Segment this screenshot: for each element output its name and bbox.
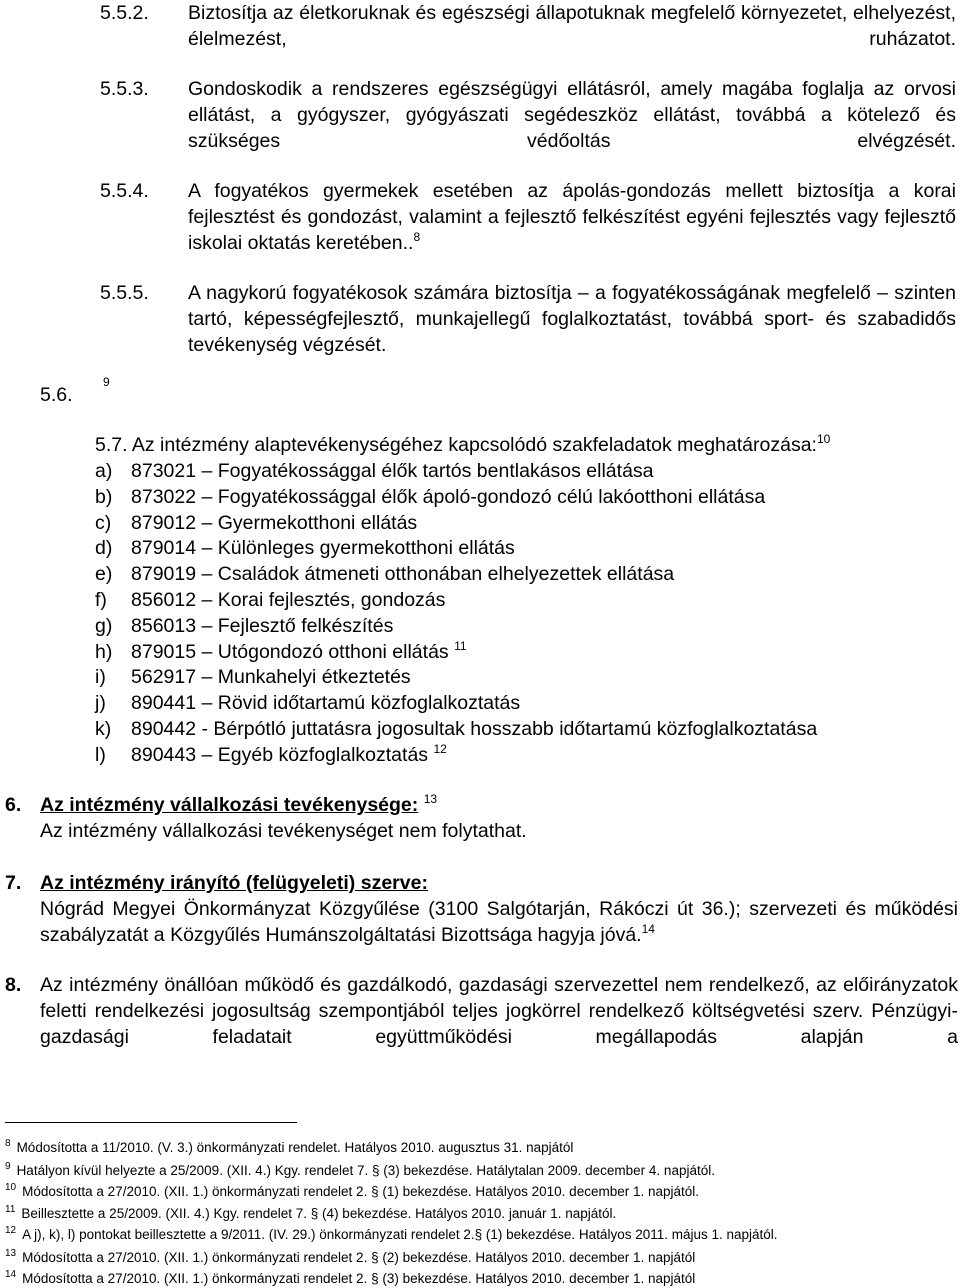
footnote-number: 12 xyxy=(5,1225,17,1236)
footnote-text: Módosította a 11/2010. (V. 3.) önkormányzati rendelet. Hatályos 2010. augusztus 31. napjától xyxy=(16,1140,574,1155)
footnote-number: 13 xyxy=(5,1248,17,1259)
item-5-5-2-number: 5.5.2. xyxy=(100,2,149,24)
footnote-text: Hatályon kívül helyezte a 25/2009. (XII. 4.) Kgy. rendelet 7. § (3) bekezdése. Hatálytalan 2009. december 4. napjától. xyxy=(16,1163,715,1178)
task-item xyxy=(95,561,674,587)
item-5-7-number: 5.7. xyxy=(95,434,128,456)
task-letter: d) xyxy=(95,537,113,560)
footnote-divider xyxy=(5,1122,297,1123)
section-6-number: 6. xyxy=(5,794,22,816)
task-letter: f) xyxy=(95,589,107,611)
task-item xyxy=(95,639,467,665)
footnote-ref-13[interactable]: 13 xyxy=(423,792,438,806)
footnote-item xyxy=(5,1163,715,1178)
task-text: 856012 – Korai fejlesztés, gondozás xyxy=(131,589,446,611)
task-item xyxy=(95,510,417,536)
item-5-7 xyxy=(95,432,830,458)
item-5-5-5-body: A nagykorú fogyatékosok számára biztosítja – a fogyatékosságának megfelelő – szinten tartó, képességfejlesztő, munkajellegű foglalkoztatást, továbbá sport- és szabadidős tevékenység végzését. xyxy=(188,282,956,356)
task-letter: k) xyxy=(95,718,112,740)
task-text: 890443 – Egyéb közfoglalkoztatás xyxy=(131,743,429,766)
item-5-5-4-text xyxy=(188,178,956,256)
footnote-ref-9[interactable]: 9 xyxy=(103,375,110,389)
section-6-body: Az intézmény vállalkozási tevékenységet nem folytathat. xyxy=(40,820,527,842)
task-text: 890442 - Bérpótló juttatásra jogosultak hosszabb időtartamú közfoglalkoztatása xyxy=(131,718,818,740)
item-5-5-4-body: A fogyatékos gyermekek esetében az ápolás-gondozás mellett biztosítja a korai fejlesztést és gondozást, valamint a fejlesztő felkészítést egyéni fejlesztés vagy fejlesztő iskolai oktatás keretében.. xyxy=(188,180,956,254)
task-letter: c) xyxy=(95,511,112,534)
task-letter: h) xyxy=(95,640,113,663)
item-5-5-4-number: 5.5.4. xyxy=(100,180,149,202)
item-5-5-5-number: 5.5.5. xyxy=(100,282,149,304)
section-8-number: 8. xyxy=(5,974,22,996)
section-6-title: Az intézmény vállalkozási tevékenysége: xyxy=(40,794,419,816)
section-7-text: Nógrád Megyei Önkormányzat Közgyűlése (3100 Salgótarján, Rákóczi út 36.); szervezeti és működési szabályzatát a Közgyűlés Humánszolgáltatási Bizottsága hagyja jóvá. xyxy=(40,898,958,946)
task-item xyxy=(95,587,445,613)
item-5-6-number: 5.6. xyxy=(40,384,73,406)
task-item xyxy=(95,690,520,716)
task-text: 562917 – Munkahelyi étkeztetés xyxy=(131,666,411,689)
task-item xyxy=(95,742,447,768)
task-text: 879015 – Utógondozó otthoni ellátás xyxy=(131,640,449,663)
footnote-number: 11 xyxy=(5,1204,16,1215)
task-item xyxy=(95,716,817,742)
section-7-heading xyxy=(40,870,428,896)
task-text: 873021 – Fogyatékossággal élők tartós bentlakásos ellátása xyxy=(131,460,654,482)
section-8-text: Az intézmény önállóan működő és gazdálkodó, gazdasági szervezettel nem rendelkező, az előirányzatok feletti rendelkezési jogosultság szempontjából teljes jogkörrel rendelkező költségvetési szerv. Pénzügyi-gazdasági feladatait együttműködési megállapodás alapján a xyxy=(40,974,958,1048)
task-item xyxy=(95,664,411,690)
task-text: 879014 – Különleges gyermekotthoni ellátás xyxy=(131,537,515,560)
task-item xyxy=(95,484,765,510)
item-5-5-3-text xyxy=(188,76,956,154)
section-6-heading xyxy=(40,792,437,818)
task-letter: g) xyxy=(95,614,113,637)
task-letter: e) xyxy=(95,563,113,586)
item-5-5-3-number: 5.5.3. xyxy=(100,78,149,100)
footnote-number: 10 xyxy=(5,1182,17,1193)
task-item xyxy=(95,613,393,639)
section-7-title: Az intézmény irányító (felügyeleti) szerve: xyxy=(40,872,428,894)
task-text: 890441 – Rövid időtartamú közfoglalkoztatás xyxy=(131,692,521,715)
footnote-item xyxy=(5,1271,695,1286)
footnote-ref-11[interactable]: 11 xyxy=(454,638,467,653)
item-5-5-2-text xyxy=(188,0,956,52)
item-5-5-2-body: Biztosítja az életkoruknak és egészségi állapotuknak megfelelő környezetet, elhelyezést, élelmezést, ruházatot. xyxy=(188,2,956,50)
task-text: 873022 – Fogyatékossággal élők ápoló-gondozó célú lakóotthoni ellátása xyxy=(131,485,766,508)
task-item xyxy=(95,535,515,561)
footnote-text: Beillesztette a 25/2009. (XII. 4.) Kgy. rendelet 7. § (4) bekezdése. Hatályos 2010. január 1. napjától. xyxy=(21,1206,617,1221)
task-letter: l) xyxy=(95,743,106,766)
footnote-text: Módosította a 27/2010. (XII. 1.) önkormányzati rendelet 2. § (3) bekezdése. Hatályos 2010. december 1. napjától xyxy=(22,1271,696,1286)
task-letter: j) xyxy=(95,692,106,715)
task-text: 879012 – Gyermekotthoni ellátás xyxy=(131,511,418,534)
footnote-item xyxy=(5,1250,695,1265)
footnote-ref-14[interactable]: 14 xyxy=(641,922,655,936)
task-letter: b) xyxy=(95,485,113,508)
item-5-5-5-text xyxy=(188,280,956,358)
section-8-body xyxy=(40,972,958,1050)
footnote-item xyxy=(5,1206,616,1221)
footnote-ref-8[interactable]: 8 xyxy=(413,230,421,244)
section-7-number: 7. xyxy=(5,872,22,894)
task-text: 856013 – Fejlesztő felkészítés xyxy=(131,614,394,637)
footnote-number: 9 xyxy=(5,1161,11,1172)
item-5-7-text: Az intézmény alaptevékenységéhez kapcsolódó szakfeladatok meghatározása: xyxy=(131,434,817,456)
footnote-text: A j), k), l) pontokat beillesztette a 9/2011. (IV. 29.) önkormányzati rendelet 2.§ (1) bekezdése. Hatályos 2011. május 1. napjától. xyxy=(22,1227,778,1242)
task-letter: a) xyxy=(95,460,113,482)
item-5-5-3-body: Gondoskodik a rendszeres egészségügyi ellátásról, amely magába foglalja az orvosi ellátást, a gyógyszer, gyógyászati segédeszköz ellátást, továbbá a kötelező és szükséges védőoltás elvégzését. xyxy=(188,78,956,152)
task-letter: i) xyxy=(95,666,106,689)
footnote-text: Módosította a 27/2010. (XII. 1.) önkormányzati rendelet 2. § (2) bekezdése. Hatályos 2010. december 1. napjától xyxy=(22,1250,696,1265)
footnote-item xyxy=(5,1227,778,1242)
footnote-number: 8 xyxy=(5,1138,11,1149)
footnote-item xyxy=(5,1140,573,1155)
section-7-body xyxy=(40,896,958,948)
footnote-ref-10[interactable]: 10 xyxy=(816,432,831,446)
task-item xyxy=(95,458,654,484)
footnote-number: 14 xyxy=(5,1269,17,1280)
task-text: 879019 – Családok átmeneti otthonában elhelyezettek ellátása xyxy=(131,563,675,586)
footnote-text: Módosította a 27/2010. (XII. 1.) önkormányzati rendelet 2. § (1) bekezdése. Hatályos 2010. december 1. napjától. xyxy=(22,1184,700,1199)
footnote-item xyxy=(5,1184,699,1199)
footnote-ref-12[interactable]: 12 xyxy=(433,741,447,756)
